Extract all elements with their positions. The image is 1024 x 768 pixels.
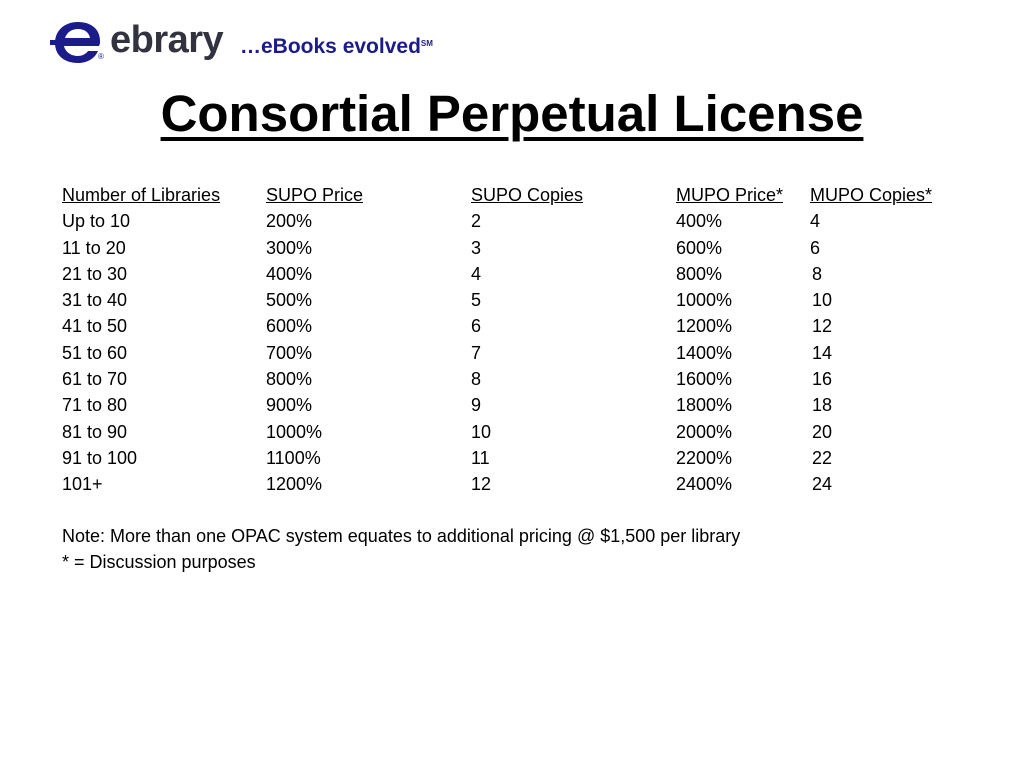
header-mupo-price: MUPO Price*	[676, 185, 784, 205]
mupo-price-cell: 2200%	[676, 447, 733, 468]
supo-price-cell: 600%	[266, 316, 313, 337]
libraries-cell: 71 to 80	[62, 395, 128, 416]
supo-price-cell: 1200%	[266, 474, 323, 495]
tagline-text: …eBooks evolved	[240, 35, 421, 58]
libraries-cell: 61 to 70	[62, 369, 128, 390]
logo-wordmark: ebrary	[110, 19, 224, 61]
supo-copies-cell: 6	[471, 316, 482, 337]
supo-price-cell: 400%	[266, 263, 313, 284]
header-mupo-copies: MUPO Copies*	[810, 185, 933, 205]
mupo-price-cell: 1000%	[676, 290, 733, 311]
supo-copies-cell: 7	[471, 342, 482, 363]
mupo-price-cell: 400%	[676, 211, 723, 232]
libraries-cell: 81 to 90	[62, 421, 128, 442]
mupo-price-cell: 800%	[676, 263, 723, 284]
mupo-copies-cell: 16	[812, 369, 833, 390]
ebrary-logo	[50, 18, 480, 68]
libraries-cell: Up to 10	[62, 211, 131, 232]
mupo-copies-cell: 14	[812, 342, 833, 363]
libraries-cell: 41 to 50	[62, 316, 128, 337]
slide-title	[0, 86, 1024, 142]
supo-price-cell: 700%	[266, 342, 313, 363]
libraries-cell: 11 to 20	[62, 237, 126, 258]
supo-copies-cell: 2	[471, 211, 482, 232]
header-supo-price: SUPO Price	[266, 185, 364, 205]
mupo-price-cell: 2000%	[676, 421, 733, 442]
supo-price-cell: 1100%	[266, 447, 321, 468]
supo-copies-cell: 9	[471, 395, 482, 416]
libraries-cell: 101+	[62, 474, 103, 495]
mupo-price-cell: 1600%	[676, 369, 733, 390]
mupo-price-cell: 2400%	[676, 474, 733, 495]
slide-title-text: Consortial Perpetual License	[160, 85, 864, 142]
mupo-copies-cell: 22	[812, 447, 833, 468]
note-discussion-purposes: * = Discussion purposes	[62, 552, 256, 573]
registered-mark: ®	[98, 52, 104, 61]
libraries-cell: 51 to 60	[62, 342, 128, 363]
mupo-copies-cell: 8	[812, 263, 823, 284]
mupo-price-cell: 1400%	[676, 342, 733, 363]
mupo-copies-cell: 4	[810, 211, 821, 232]
supo-price-cell: 800%	[266, 369, 313, 390]
mupo-copies-cell: 6	[810, 237, 821, 258]
supo-copies-cell: 12	[471, 474, 492, 495]
logo-tagline	[240, 36, 433, 57]
supo-copies-cell: 8	[471, 369, 482, 390]
header-supo-copies: SUPO Copies	[471, 185, 584, 205]
supo-copies-cell: 10	[471, 421, 492, 442]
mupo-price-cell: 1800%	[676, 395, 733, 416]
mupo-copies-cell: 20	[812, 421, 833, 442]
supo-copies-cell: 4	[471, 263, 482, 284]
supo-copies-cell: 11	[471, 447, 490, 468]
supo-copies-cell: 3	[471, 237, 482, 258]
supo-price-cell: 300%	[266, 237, 313, 258]
supo-price-cell: 900%	[266, 395, 313, 416]
header-number-of-libraries: Number of Libraries	[62, 185, 221, 205]
mupo-copies-cell: 12	[812, 316, 833, 337]
mupo-price-cell: 600%	[676, 237, 723, 258]
libraries-cell: 91 to 100	[62, 447, 138, 468]
notes	[62, 523, 740, 576]
supo-copies-cell: 5	[471, 290, 482, 311]
libraries-cell: 31 to 40	[62, 290, 128, 311]
mupo-copies-cell: 10	[812, 290, 833, 311]
note-opac-pricing: Note: More than one OPAC system equates to additional pricing @ $1,500 per library	[62, 526, 741, 546]
supo-price-cell: 1000%	[266, 421, 323, 442]
mupo-price-cell: 1200%	[676, 316, 733, 337]
mupo-copies-cell: 18	[812, 395, 833, 416]
supo-price-cell: 200%	[266, 211, 313, 232]
service-mark: SM	[420, 39, 433, 48]
libraries-cell: 21 to 30	[62, 263, 128, 284]
supo-price-cell: 500%	[266, 290, 313, 311]
mupo-copies-cell: 24	[812, 474, 833, 495]
